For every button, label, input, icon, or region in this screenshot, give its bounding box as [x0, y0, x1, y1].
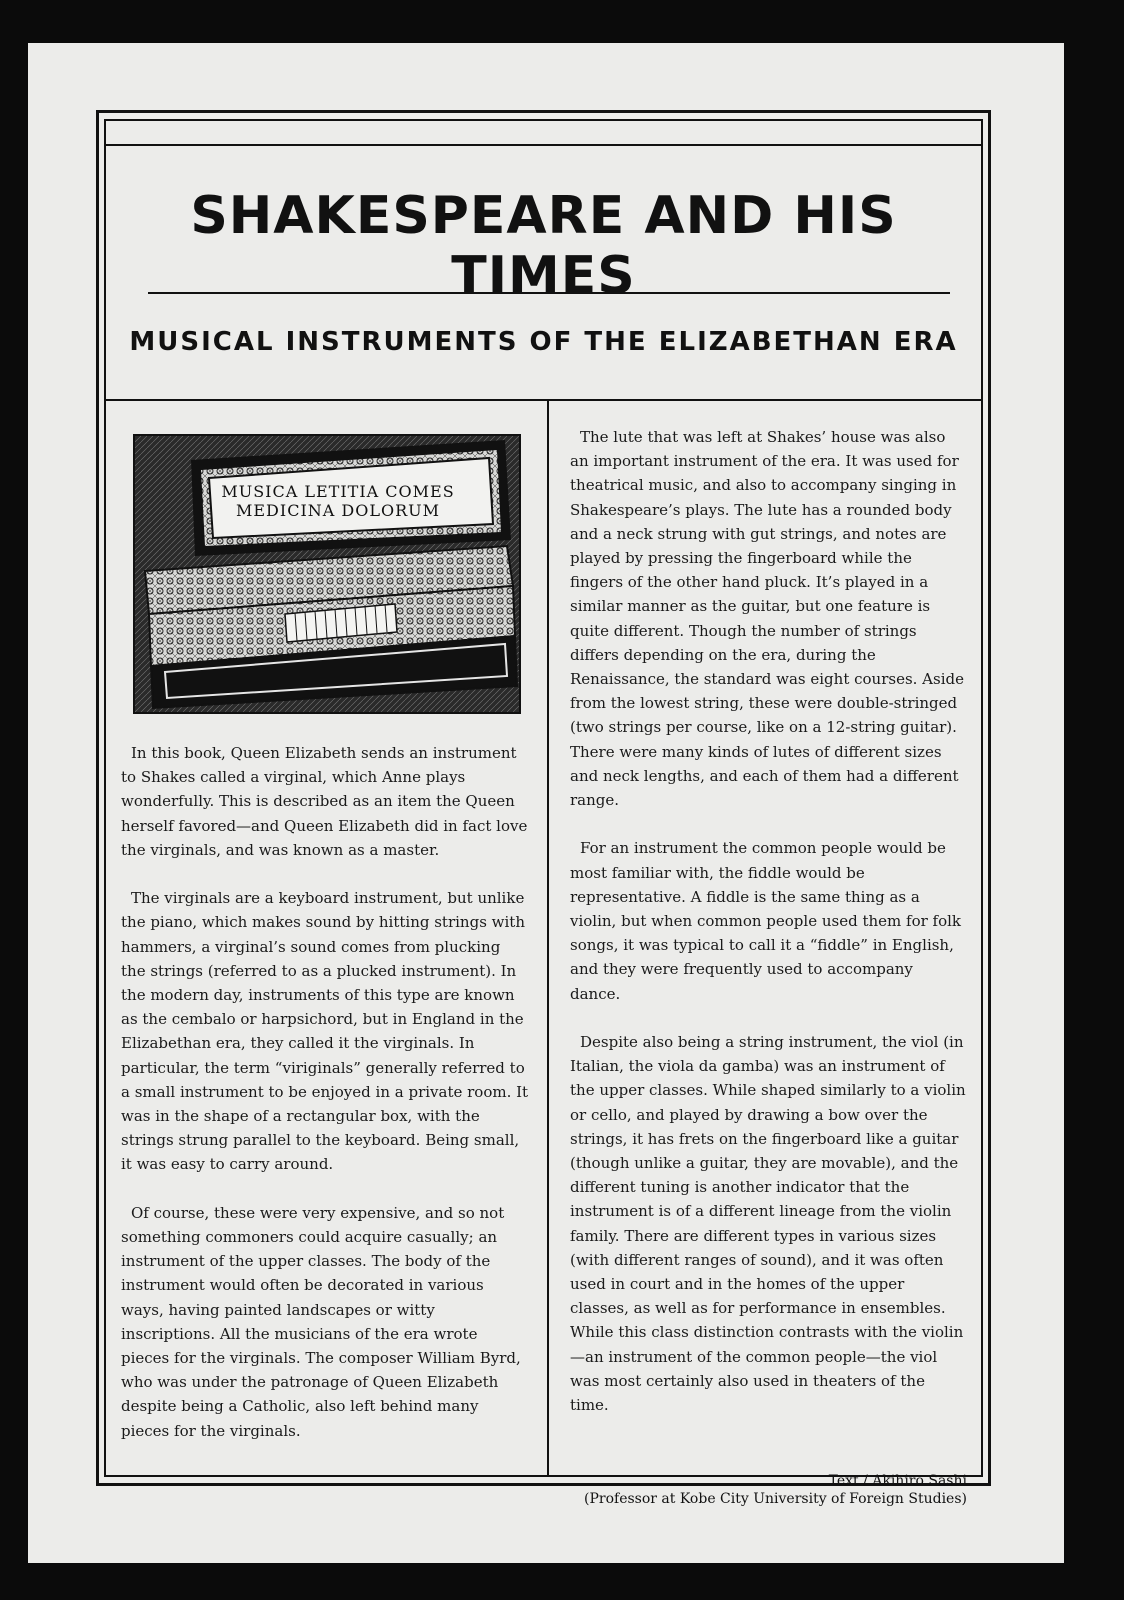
credit-affiliation: (Professor at Kobe City University of Foreign Studies) — [584, 1491, 967, 1507]
page-title: SHAKESPEARE AND HIS TIMES — [190, 186, 897, 306]
credit-author: Text / Akihiro Sashi — [828, 1473, 967, 1489]
left-paragraph: In this book, Queen Elizabeth sends an instrument to Shakes called a virginal, which Anne plays wonderfully. This is described as an item the Queen herself favored—and Queen Elizabeth did in fact love the virginals, and was known as a master. — [121, 744, 528, 859]
column-divider — [547, 400, 549, 1477]
left-paragraph: The virginals are a keyboard instrument, but unlike the piano, which makes sound by hitting strings with hammers, a virginal’s sound comes from plucking the strings (referred to as a plucked instrument). In the modern day, instruments of this type are known as the cembalo or harpsichord, but in England in the Elizabethan era, they called it the virginals. In particular, the term “viriginals” generally referred to a small instrument to be enjoyed in a private room. It was in the shape of a rectangular box, with the strings strung parallel to the keyboard. Being small, it was easy to carry around. — [121, 889, 529, 1174]
inscription-line-2: MEDICINA DOLORUM — [235, 501, 440, 520]
virginal-drawing — [135, 436, 519, 712]
inscription-line-1: MUSICA LETITIA COMES — [221, 482, 455, 501]
lid-inscription — [203, 482, 473, 520]
title-rule — [148, 292, 950, 294]
left-paragraph: Of course, these were very expensive, and so not something commoners could acquire casually; an instrument of the upper classes. The body of the instrument would often be decorated in various ways, having painted landscapes or witty inscriptions. All the musicians of the era wrote pieces for the virginals. The composer William Byrd, who was under the patronage of Queen Elizabeth despite being a Catholic, also left behind many pieces for the virginals. — [121, 1203, 521, 1440]
virginal-illustration — [133, 434, 521, 714]
right-paragraph: For an instrument the common people would be most familiar with, the fiddle would be representative. A fiddle is the same thing as a violin, but when common people used them for folk songs, it was typical to call it a “fiddle” in English, and they were frequently used to accompany dance. — [570, 839, 962, 1003]
right-paragraph: Despite also being a string instrument, the viol (in Italian, the viola da gamba) was an instrument of the upper classes. While shaped similarly to a violin or cello, and played by drawing a bow over the strings, it has frets on the fingerboard like a guitar (though unlike a guitar, they are movable), and the different tuning is another indicator that the instrument is of a different lineage from the violin family. There are different types in various sizes (with different ranges of sound), and it was often used in court and in the homes of the upper classes, as well as for performance in ensembles. While this class distinction contrasts with the violin—an instrument of the common people—the viol was most certainly also used in theaters of the time. — [570, 1033, 966, 1415]
header-divider — [104, 399, 983, 401]
right-column — [570, 425, 966, 1441]
top-band-divider — [104, 144, 983, 146]
right-paragraph: The lute that was left at Shakes’ house was also an important instrument of the era. It was used for theatrical music, and also to accompany singing in Shakespeare’s plays. The lute has a rounded body and a neck strung with gut strings, and notes are played by pressing the fingerboard while the fingers of the other hand pluck. It’s played in a similar manner as the guitar, but one feature is quite different. Though the number of strings differs depending on the era, during the Renaissance, the standard was eight courses. Aside from the lowest string, these were double-stringed (two strings per course, like on a 12-string guitar). There were many kinds of lutes of different sizes and neck lengths, and each of them had a different range. — [570, 428, 964, 810]
author-credit — [584, 1472, 967, 1508]
left-column — [121, 741, 529, 1467]
page-subtitle: MUSICAL INSTRUMENTS OF THE ELIZABETHAN ERA — [129, 327, 958, 357]
